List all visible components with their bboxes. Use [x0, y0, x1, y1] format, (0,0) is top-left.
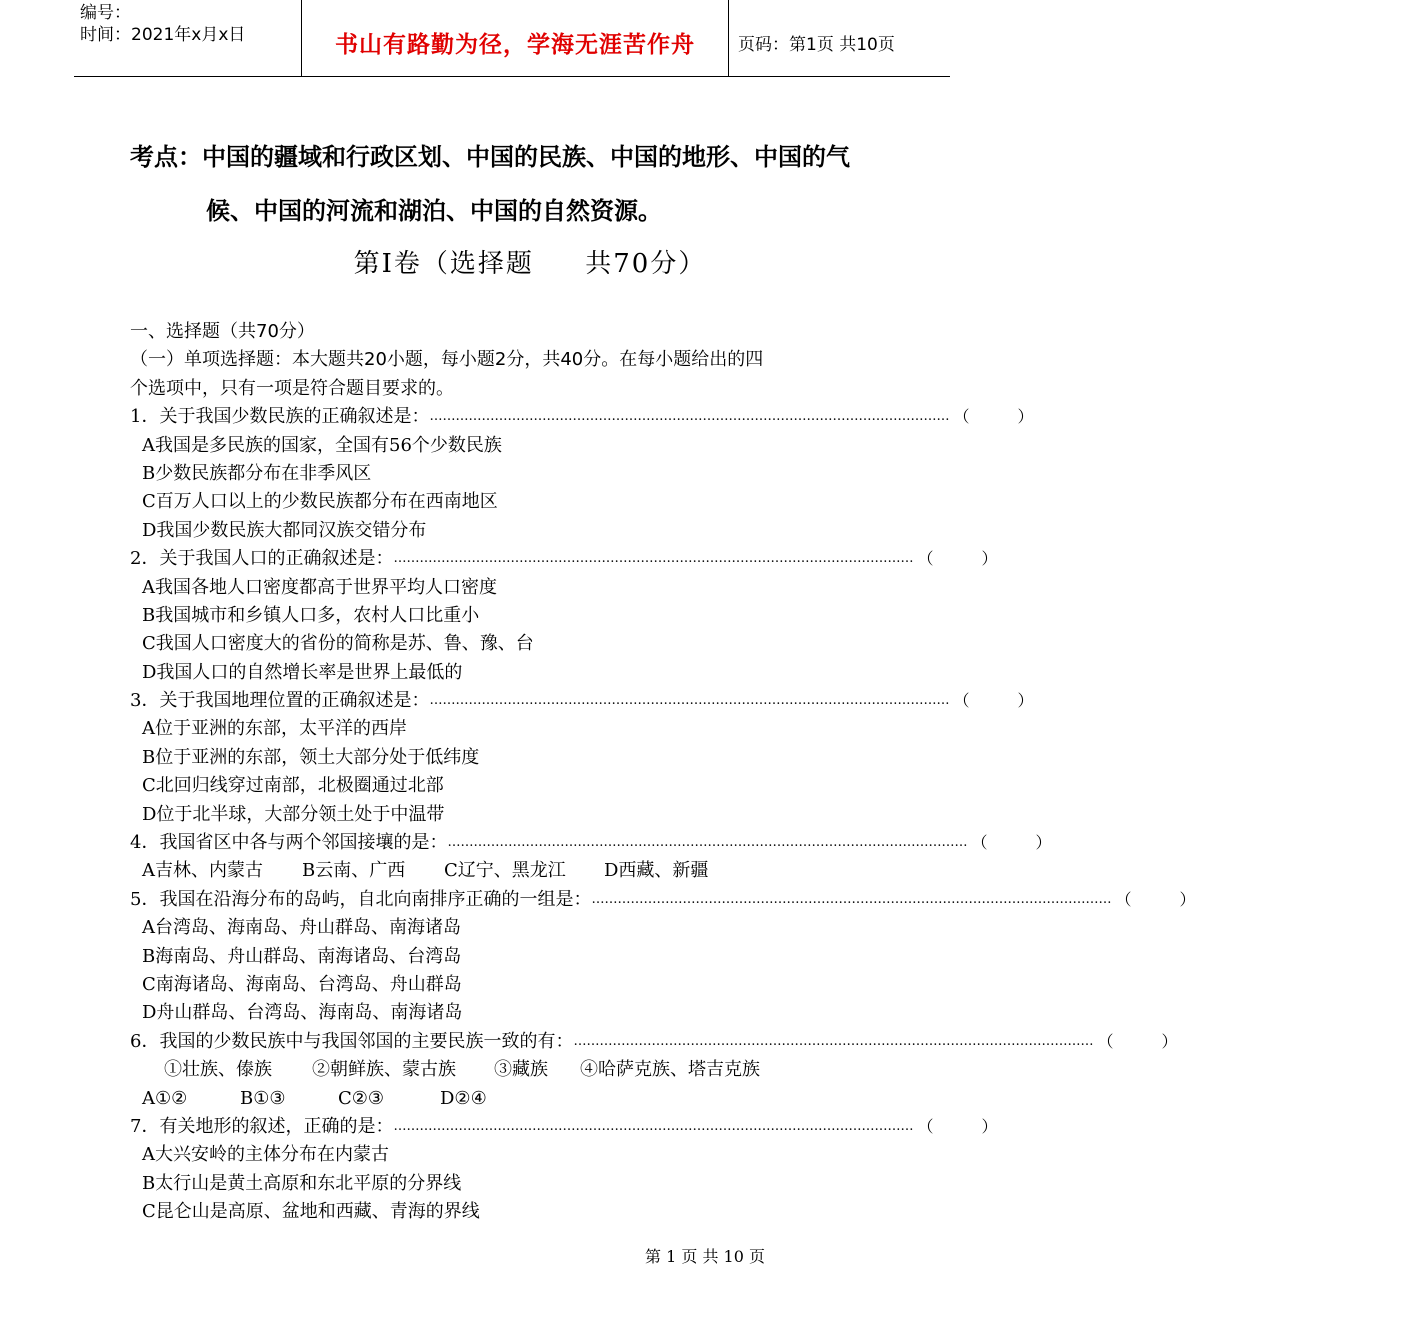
key-points-line: 考点：中国的疆域和行政区划、中国的民族、中国的地形、中国的气	[130, 143, 850, 171]
paren-open: （	[971, 833, 988, 853]
question-text: 3．关于我国地理位置的正确叙述是：	[130, 690, 430, 712]
paren-close: ）	[1161, 1031, 1178, 1051]
item-1: ①壮族、傣族	[164, 1059, 272, 1081]
key-points	[130, 130, 930, 238]
option-row	[130, 1085, 920, 1113]
header-underline	[74, 76, 950, 77]
answer-blank[interactable]	[1111, 886, 1195, 914]
header-divider	[728, 0, 729, 76]
question-text: 2．关于我国人口的正确叙述是：	[130, 548, 394, 570]
answer-blank[interactable]	[949, 403, 1033, 431]
instructions-line: （一）单项选择题：本大题共20小题，每小题2分，共40分。在每小题给出的四	[130, 349, 764, 371]
option-a: A我国是多民族的国家，全国有56个少数民族	[142, 434, 502, 456]
option-b: B位于亚洲的东部，领土大部分处于低纬度	[142, 746, 480, 768]
code-label: 编号：	[80, 3, 131, 23]
header-motto: 书山有路勤为径，学海无涯苦作舟	[335, 32, 695, 58]
leader-dots: …………………………………………………………………………………………………………	[429, 693, 950, 709]
question-text: 6．我国的少数民族中与我国邻国的主要民族一致的有：	[130, 1030, 574, 1052]
answer-blank[interactable]	[949, 687, 1033, 715]
item-2: ②朝鲜族、蒙古族	[312, 1059, 456, 1081]
option-c: C②③	[338, 1087, 385, 1109]
paren-open: （	[953, 691, 970, 711]
part-title: 一、选择题（共70分）	[130, 321, 315, 342]
question-stem	[130, 1113, 998, 1141]
option-d: D我国少数民族大都同汉族交错分布	[142, 519, 427, 541]
leader-dots: …………………………………………………………………………………………………………	[429, 409, 950, 425]
option-c: C我国人口密度大的省份的简称是苏、鲁、豫、台	[142, 633, 534, 655]
option-c: C辽宁、黑龙江	[444, 860, 566, 882]
instructions-line: 个选项中，只有一项是符合题目要求的。	[130, 377, 454, 399]
leader-dots: …………………………………………………………………………………………………………	[591, 891, 1112, 907]
paren-open: （	[1115, 889, 1132, 909]
option-d: D位于北半球，大部分领土处于中温带	[142, 803, 445, 825]
page-header	[0, 0, 950, 78]
answer-blank[interactable]	[913, 545, 997, 573]
option-a: A台湾岛、海南岛、舟山群岛、南海诸岛	[142, 917, 461, 939]
time-label: 时间：2021年x月x日	[80, 25, 246, 45]
question-text: 7．有关地形的叙述，正确的是：	[130, 1115, 394, 1137]
option-row	[130, 857, 920, 885]
option-a: A①②	[142, 1087, 188, 1109]
question-text: 4．我国省区中各与两个邻国接壤的是：	[130, 832, 448, 854]
option-c: C北回归线穿过南部，北极圈通过北部	[142, 775, 444, 797]
question-body	[130, 318, 1196, 1227]
page-footer: 第 1 页 共 10 页	[645, 1247, 765, 1266]
option-b: B①③	[240, 1087, 286, 1109]
option-b: B云南、广西	[302, 860, 406, 882]
option-c: C南海诸岛、海南岛、台湾岛、舟山群岛	[142, 973, 462, 995]
answer-blank[interactable]	[913, 1113, 997, 1141]
paren-open: （	[1097, 1031, 1114, 1051]
option-c: C昆仑山是高原、盆地和西藏、青海的界线	[142, 1201, 480, 1223]
leader-dots: …………………………………………………………………………………………………………	[573, 1033, 1094, 1049]
leader-dots: …………………………………………………………………………………………………………	[447, 835, 968, 851]
question-stem	[130, 545, 998, 573]
paren-open: （	[917, 549, 934, 569]
paren-close: ）	[1017, 407, 1034, 427]
option-d: D②④	[440, 1087, 487, 1109]
leader-dots: …………………………………………………………………………………………………………	[393, 551, 914, 567]
question-stem	[130, 886, 1196, 914]
option-b: B我国城市和乡镇人口多，农村人口比重小	[142, 604, 480, 626]
question-text: 1．关于我国少数民族的正确叙述是：	[130, 406, 430, 428]
option-b: B海南岛、舟山群岛、南海诸岛、台湾岛	[142, 945, 462, 967]
answer-blank[interactable]	[967, 829, 1051, 857]
question-stem	[130, 687, 1034, 715]
paren-close: ）	[981, 1116, 998, 1136]
option-d: D我国人口的自然增长率是世界上最低的	[142, 661, 463, 683]
leader-dots: …………………………………………………………………………………………………………	[393, 1118, 914, 1134]
key-points-line: 候、中国的河流和湖泊、中国的自然资源。	[206, 197, 662, 225]
option-b: B少数民族都分布在非季风区	[142, 462, 372, 484]
section-title: 第Ⅰ卷（选择题 共70分）	[353, 249, 707, 279]
question-stem	[130, 829, 1052, 857]
item-3: ③藏族	[494, 1059, 548, 1081]
paren-open: （	[953, 407, 970, 427]
paren-close: ）	[981, 549, 998, 569]
option-b: B太行山是黄土高原和东北平原的分界线	[142, 1172, 462, 1194]
option-a: A位于亚洲的东部，太平洋的西岸	[142, 718, 407, 740]
paren-close: ）	[1017, 691, 1034, 711]
question-text: 5．我国在沿海分布的岛屿，自北向南排序正确的一组是：	[130, 888, 592, 910]
answer-blank[interactable]	[1093, 1028, 1177, 1056]
option-a: A吉林、内蒙古	[142, 860, 263, 882]
question-stem	[130, 1028, 1178, 1056]
option-a: A大兴安岭的主体分布在内蒙古	[142, 1144, 389, 1166]
item-row	[130, 1056, 920, 1084]
item-4: ④哈萨克族、塔吉克族	[580, 1059, 760, 1081]
paren-close: ）	[1179, 889, 1196, 909]
paren-open: （	[917, 1116, 934, 1136]
option-d: D西藏、新疆	[604, 860, 709, 882]
paren-close: ）	[1035, 833, 1052, 853]
option-a: A我国各地人口密度都高于世界平均人口密度	[142, 576, 497, 598]
option-d: D舟山群岛、台湾岛、海南岛、南海诸岛	[142, 1002, 463, 1024]
option-c: C百万人口以上的少数民族都分布在西南地区	[142, 491, 498, 513]
question-stem	[130, 403, 1034, 431]
header-page-info: 页码：第1页 共10页	[738, 35, 895, 55]
header-meta	[80, 2, 245, 46]
